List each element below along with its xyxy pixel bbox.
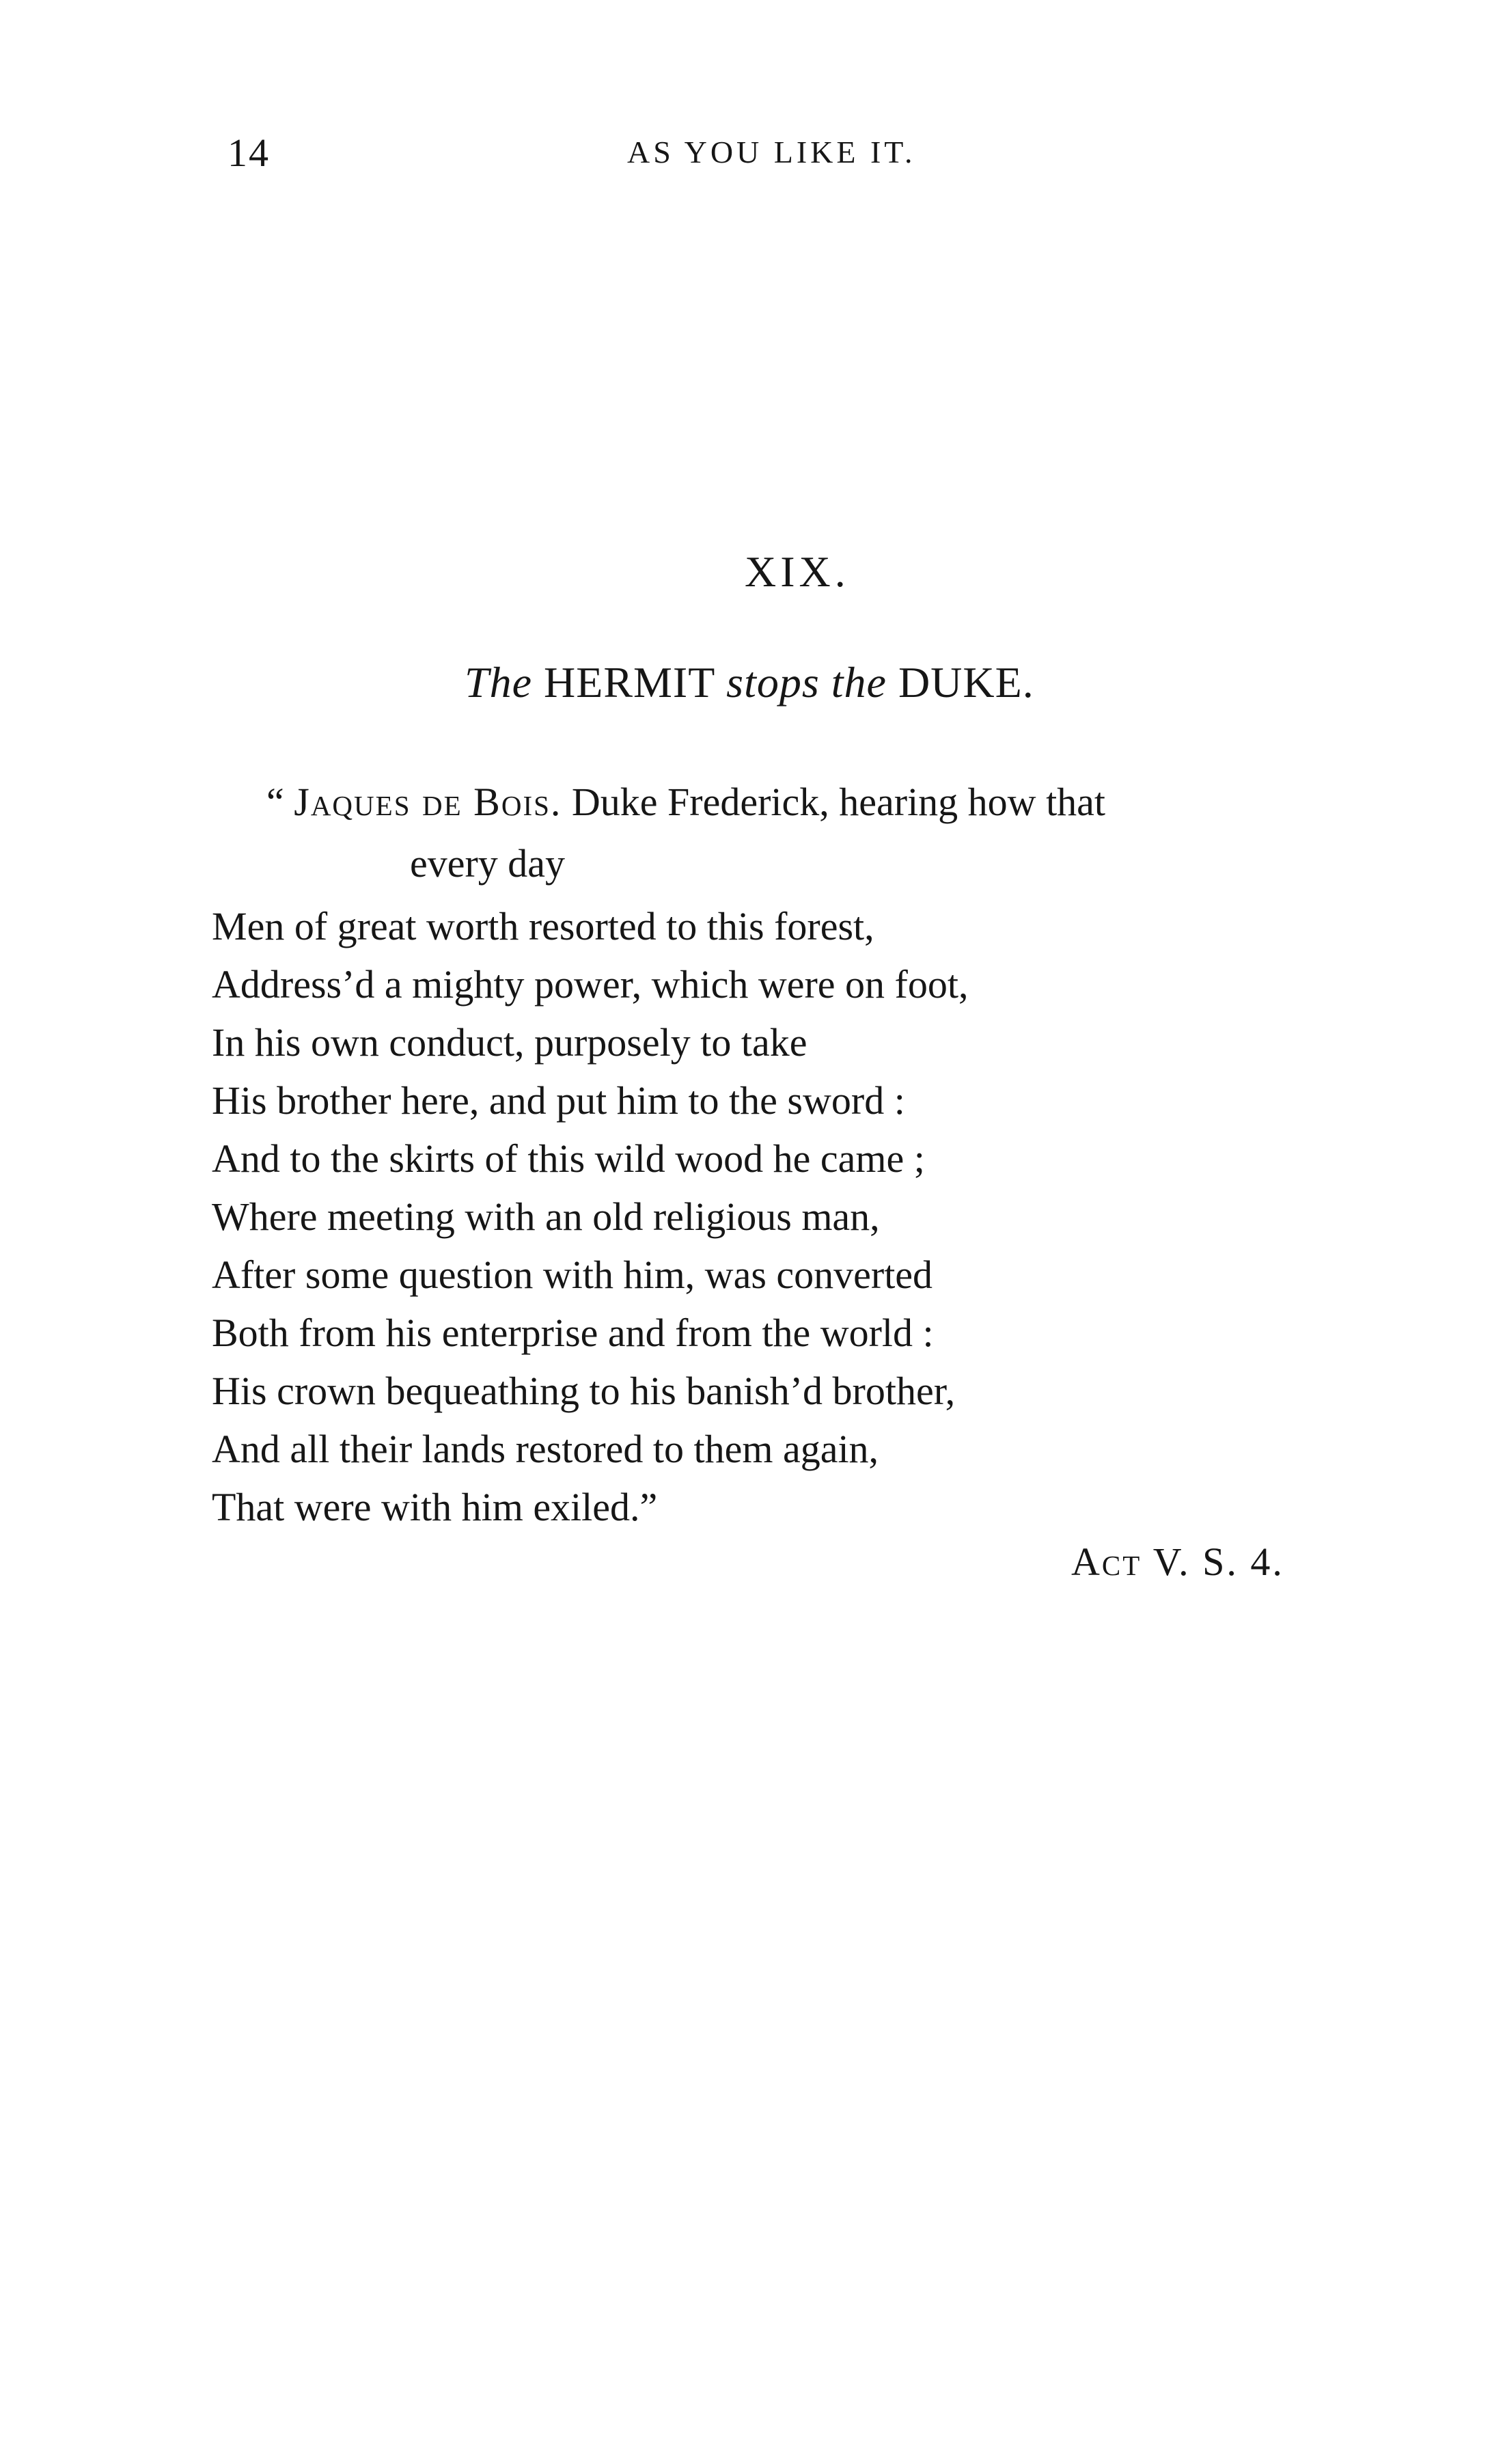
- verse-lines: [212, 897, 968, 1536]
- verse-line: Both from his enterprise and from the world :: [212, 1311, 934, 1355]
- verse-line: Address’d a mighty power, which were on foot,: [212, 962, 969, 1007]
- act-scene-citation: Act V. S. 4.: [1071, 1539, 1284, 1584]
- running-title: AS YOU LIKE IT.: [627, 135, 916, 169]
- verse-line: That were with him exiled.”: [212, 1485, 658, 1529]
- open-quote-mark: “: [266, 780, 284, 824]
- first-line-continuation: every day: [410, 841, 566, 886]
- verse-line: His crown bequeathing to his banish’d brother,: [212, 1369, 956, 1413]
- section-title-stops-the: stops the: [726, 658, 887, 707]
- running-head: [0, 130, 1505, 184]
- verse-line: And to the skirts of this wild wood he came ;: [212, 1136, 925, 1181]
- section-title-duke: DUKE.: [898, 658, 1034, 707]
- section-title: [465, 657, 1034, 708]
- verse-line: Men of great worth resorted to this forest,: [212, 904, 874, 948]
- verse-line: After some question with him, was converted: [212, 1252, 933, 1297]
- first-line-text: Duke Frederick, hearing how that: [571, 780, 1106, 824]
- section-title-the: The: [465, 658, 532, 707]
- verse-line: His brother here, and put him to the sword :: [212, 1078, 905, 1123]
- section-number: XIX.: [745, 547, 850, 596]
- verse-line: And all their lands restored to them again,: [212, 1427, 879, 1471]
- speaker-name: Jaques de Bois.: [294, 780, 562, 824]
- section-title-hermit: HERMIT: [544, 658, 715, 707]
- verse-line: Where meeting with an old religious man,: [212, 1194, 880, 1239]
- verse-line: In his own conduct, purposely to take: [212, 1020, 807, 1065]
- quote-first-line: [266, 779, 1105, 825]
- page-number: 14: [227, 131, 270, 175]
